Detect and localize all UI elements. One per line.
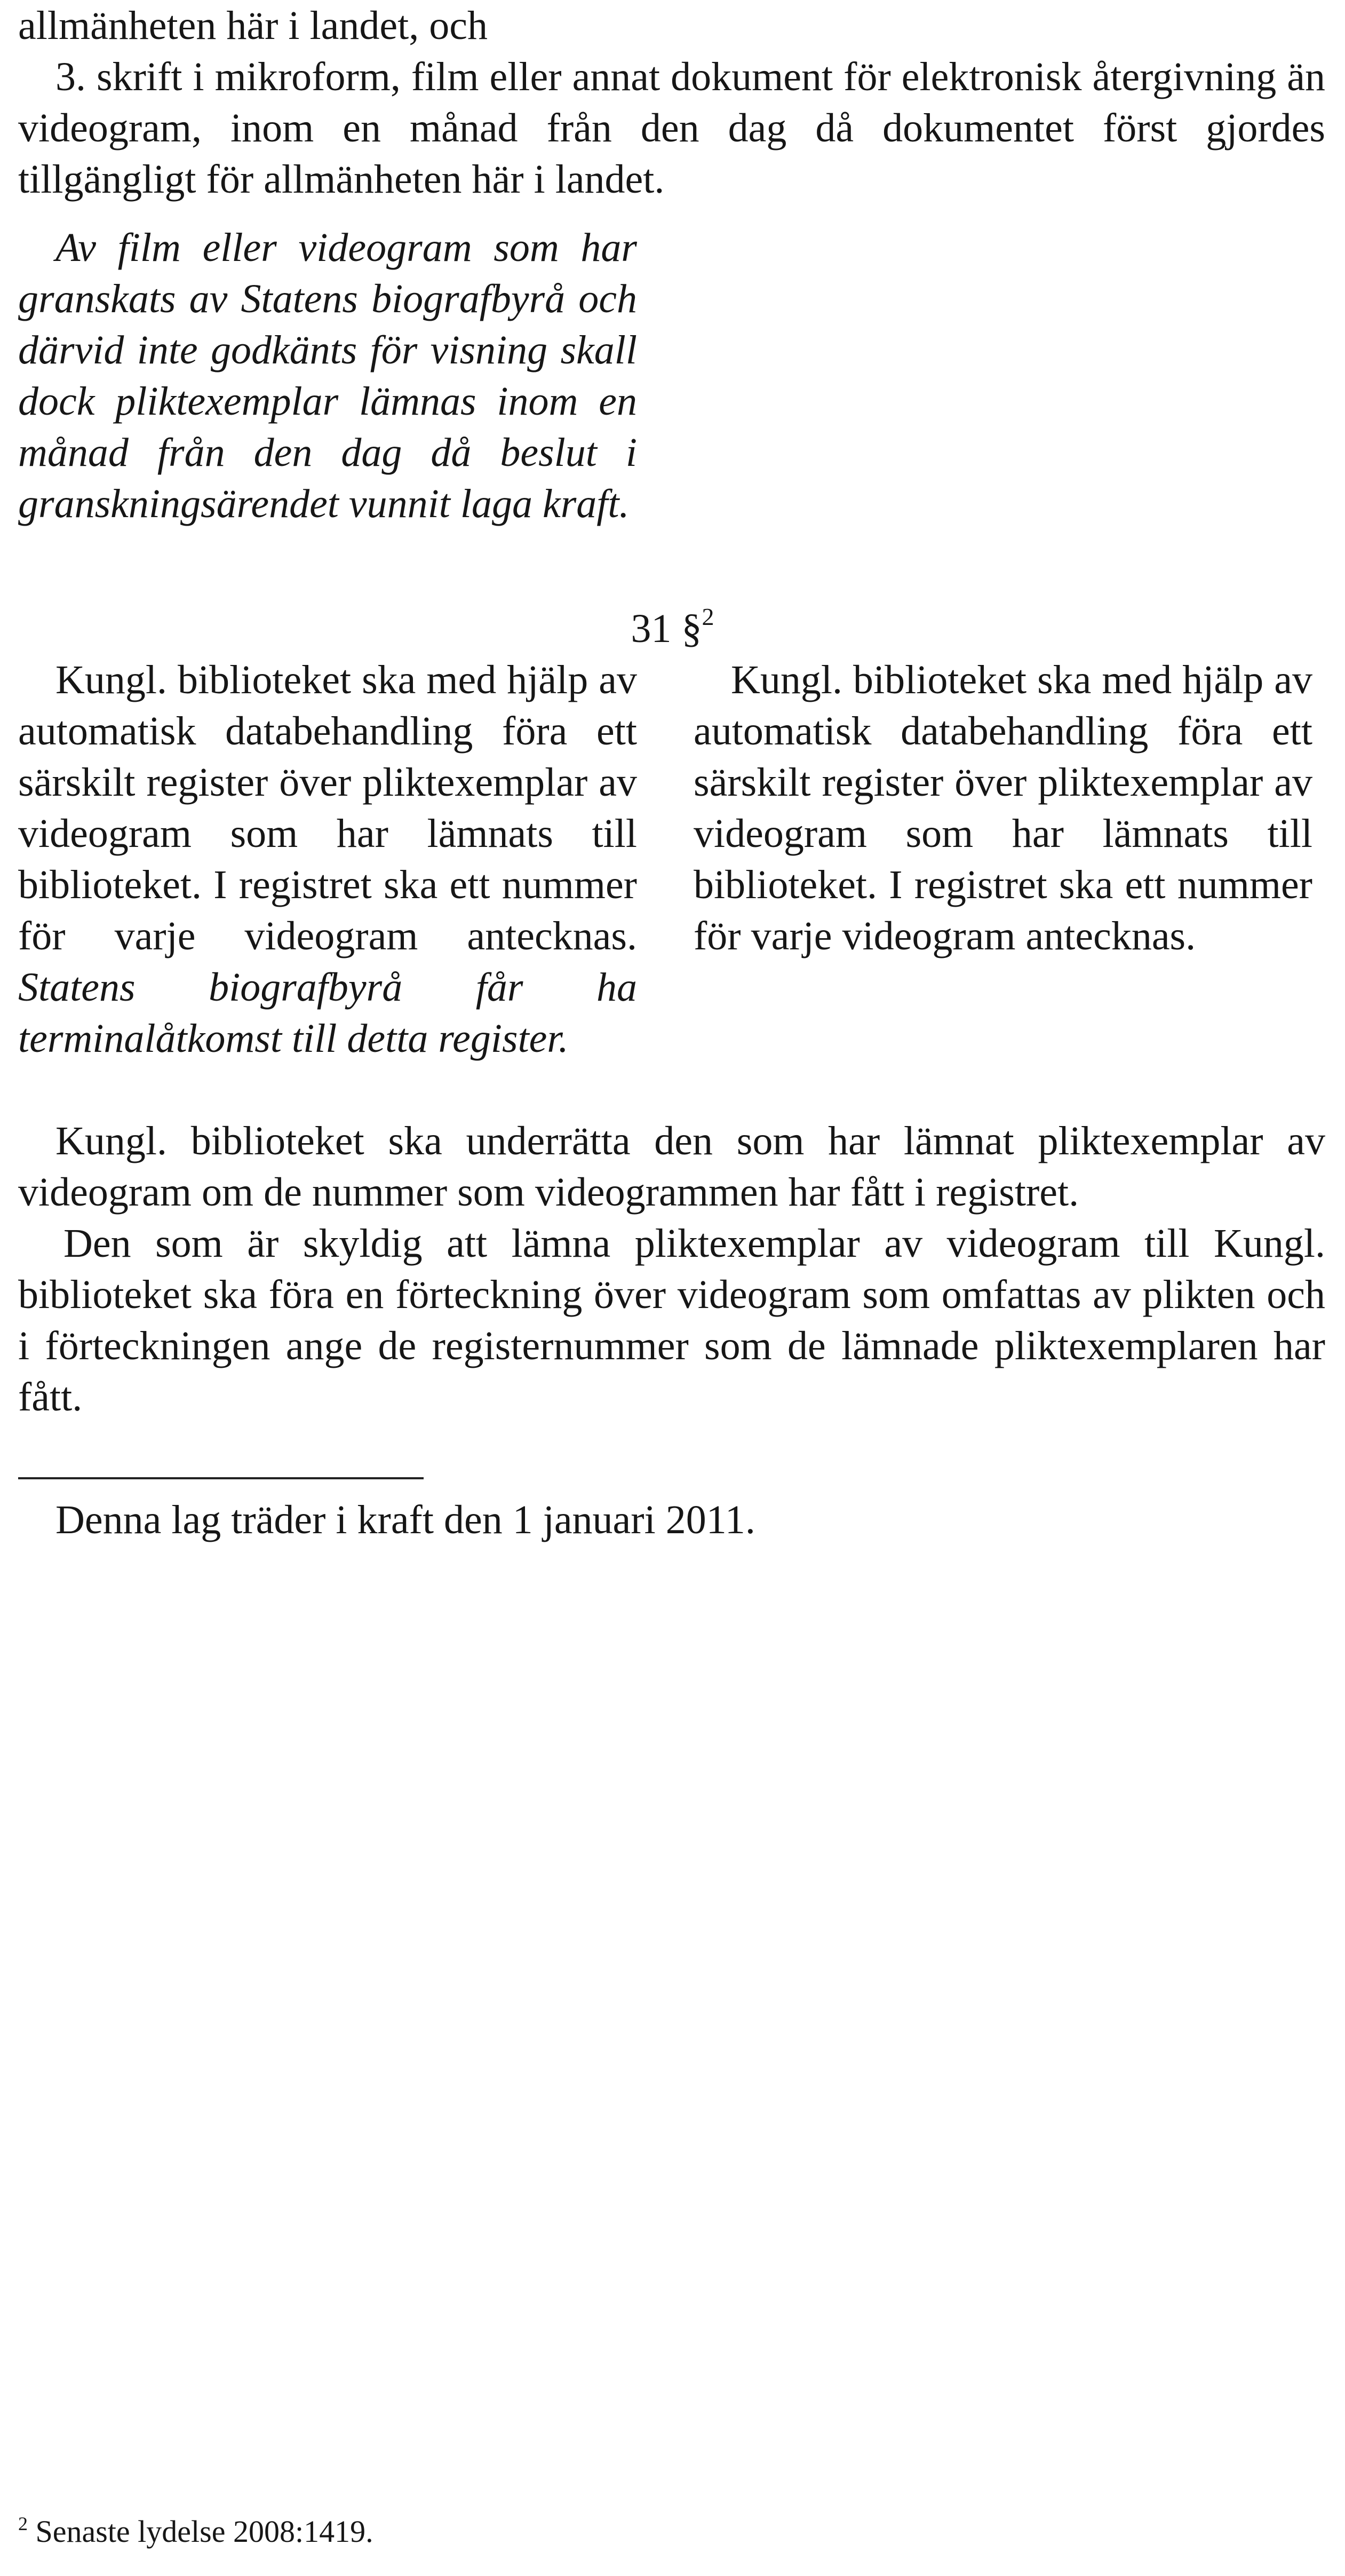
- footnote-ref: 2: [702, 603, 714, 630]
- left-column-italic-tail: Statens biografbyrå får ha terminalåtkomst till detta register.: [18, 965, 637, 1061]
- footnote-marker: 2: [18, 2513, 28, 2534]
- section-heading: [0, 603, 1345, 660]
- italic-provision-left: Av film eller videogram som har granskats av Statens biografbyrå och därvid inte godkänts för visning skall dock pliktexemplar lämnas inom en månad från den dag då beslut i granskningsärendet vunnit laga kraft.: [18, 225, 637, 526]
- body-paragraph-2: Den som är skyldig att lämna pliktexemplar av videogram till Kungl. biblioteket ska föra en förteckning över videogram som omfattas av plikten och i förteckningen ange de registernummer som de lämnade pliktexemplaren har fått.: [18, 1221, 1325, 1420]
- footnote: [18, 2512, 373, 2555]
- left-column-text: Kungl. biblioteket ska med hjälp av automatisk databehandling föra ett särskilt register över pliktexemplar av videogram som har lämnats till biblioteket. I registret ska ett nummer för varje videogram antecknas.: [18, 657, 637, 958]
- left-column-old-text: [18, 654, 637, 1064]
- right-column-new-text: Kungl. biblioteket ska med hjälp av automatisk databehandling föra ett särskilt register över pliktexemplar av videogram som har lämnats till biblioteket. I registret ska ett nummer för varje videogram antecknas.: [694, 657, 1312, 958]
- list-item-3: 3. skrift i mikroform, film eller annat dokument för elektronisk återgivning än videogram, inom en månad från den dag då dokumentet först gjordes tillgängligt för allmänheten här i landet.: [18, 54, 1325, 202]
- entry-into-force: Denna lag träder i kraft den 1 januari 2011.: [55, 1497, 755, 1542]
- transition-rule: [18, 1477, 424, 1479]
- footnote-text: Senaste lydelse 2008:1419.: [35, 2514, 373, 2549]
- body-paragraph-1: Kungl. biblioteket ska underrätta den som har lämnat pliktexemplar av videogram om de nummer som videogrammen har fått i registret.: [18, 1119, 1325, 1215]
- continuation-line: allmänheten här i landet, och: [18, 3, 488, 48]
- section-number: 31 §: [631, 606, 702, 651]
